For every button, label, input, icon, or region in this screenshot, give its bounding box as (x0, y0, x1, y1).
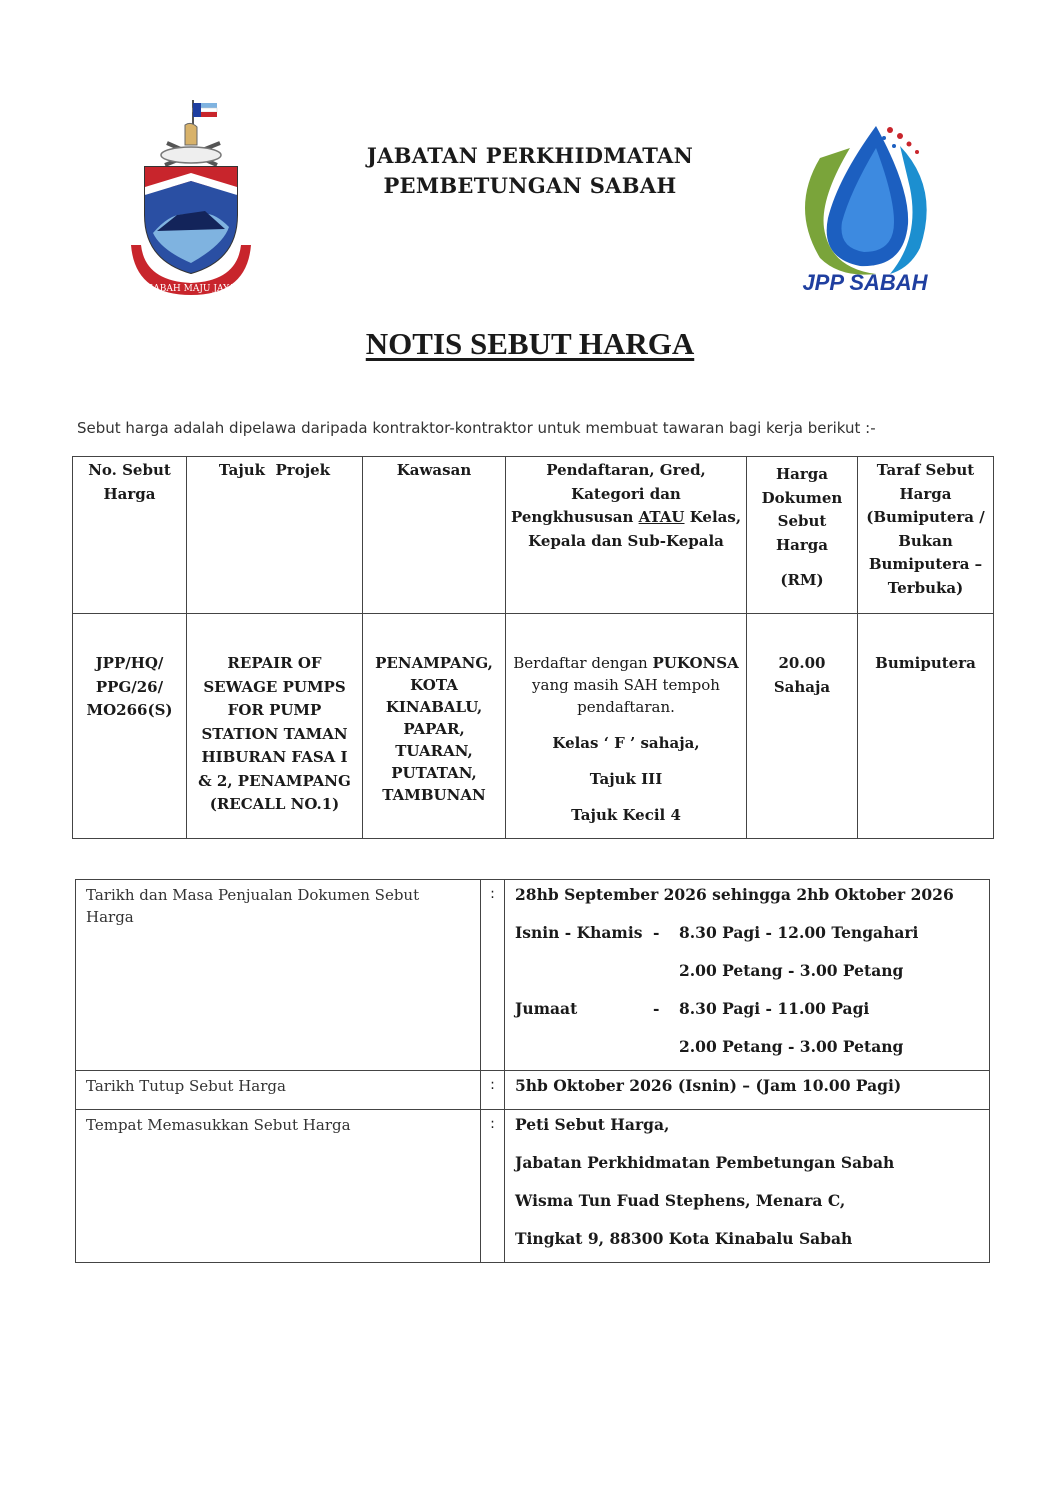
jpp-sabah-logo (780, 118, 950, 308)
colon: : (481, 1071, 505, 1110)
closing-label: Tarikh Tutup Sebut Harga (76, 1071, 481, 1110)
colon: : (481, 880, 505, 1071)
header-price: Harga Dokumen Sebut Harga (RM) (747, 457, 858, 614)
place-value: Peti Sebut Harga, Jabatan Perkhidmatan Pembetungan Sabah Wisma Tun Fuad Stephens, Menara C, Tingkat 9, 88300 Kota Kinabalu Sabah (505, 1110, 990, 1263)
schedule-table (75, 879, 990, 1263)
table-row (76, 1110, 990, 1263)
header-registration: Pendaftaran, Gred, Kategori dan Pengkhususan ATAU Kelas, Kepala dan Sub-Kepala (506, 457, 747, 614)
jpp-logo-text: JPP SABAH (802, 270, 928, 295)
cell-area: PENAMPANG, KOTA KINABALU, PAPAR, TUARAN, PUTATAN, TAMBUNAN (363, 614, 506, 839)
table-row (76, 1071, 990, 1110)
notice-title: NOTIS SEBUT HARGA (365, 326, 695, 361)
header-no: No. Sebut Harga (73, 457, 187, 614)
quotation-table (72, 456, 994, 839)
department-name-line1: JABATAN PERKHIDMATAN (366, 143, 694, 168)
sale-label: Tarikh dan Masa Penjualan Dokumen Sebut Harga (76, 880, 481, 1071)
closing-value: 5hb Oktober 2026 (Isnin) – (Jam 10.00 Pagi) (505, 1071, 990, 1110)
header-status: Taraf Sebut Harga (Bumiputera / Bukan Bumiputera – Terbuka) (858, 457, 994, 614)
header-title: Tajuk Projek (187, 457, 363, 614)
colon: : (481, 1110, 505, 1263)
cell-price: 20.00 Sahaja (747, 614, 858, 839)
crest-motto: SABAH MAJU JAYA (147, 284, 235, 294)
cell-status: Bumiputera (858, 614, 994, 839)
table-row (73, 614, 994, 839)
intro-text: Sebut harga adalah dipelawa daripada kontraktor-kontraktor untuk membuat tawaran bagi kerja berikut :- (77, 419, 876, 437)
header-area: Kawasan (363, 457, 506, 614)
atau-underlined: ATAU (638, 508, 685, 526)
department-name-line2: PEMBETUNGAN SABAH (383, 173, 677, 198)
cell-registration: Berdaftar dengan PUKONSA yang masih SAH tempoh pendaftaran. Kelas ‘ F ’ sahaja, Tajuk III Tajuk Kecil 4 (506, 614, 747, 839)
cell-project-title: REPAIR OF SEWAGE PUMPS FOR PUMP STATION TAMAN HIBURAN FASA I & 2, PENAMPANG (RECALL NO.1) (187, 614, 363, 839)
place-label: Tempat Memasukkan Sebut Harga (76, 1110, 481, 1263)
sabah-crest-logo (125, 95, 255, 300)
cell-quote-no: JPP/HQ/ PPG/26/ MO266(S) (73, 614, 187, 839)
table-header-row (73, 457, 994, 614)
sale-value: 28hb September 2026 sehingga 2hb Oktober 2026 Isnin - Khamis - 8.30 Pagi - 12.00 Tengahari 2.00 Petang - 3.00 Petang Jumaat - 8.30 Pagi - 11.00 Pagi 2.00 Petang - 3.00 Petang (505, 880, 990, 1071)
table-row (76, 880, 990, 1071)
